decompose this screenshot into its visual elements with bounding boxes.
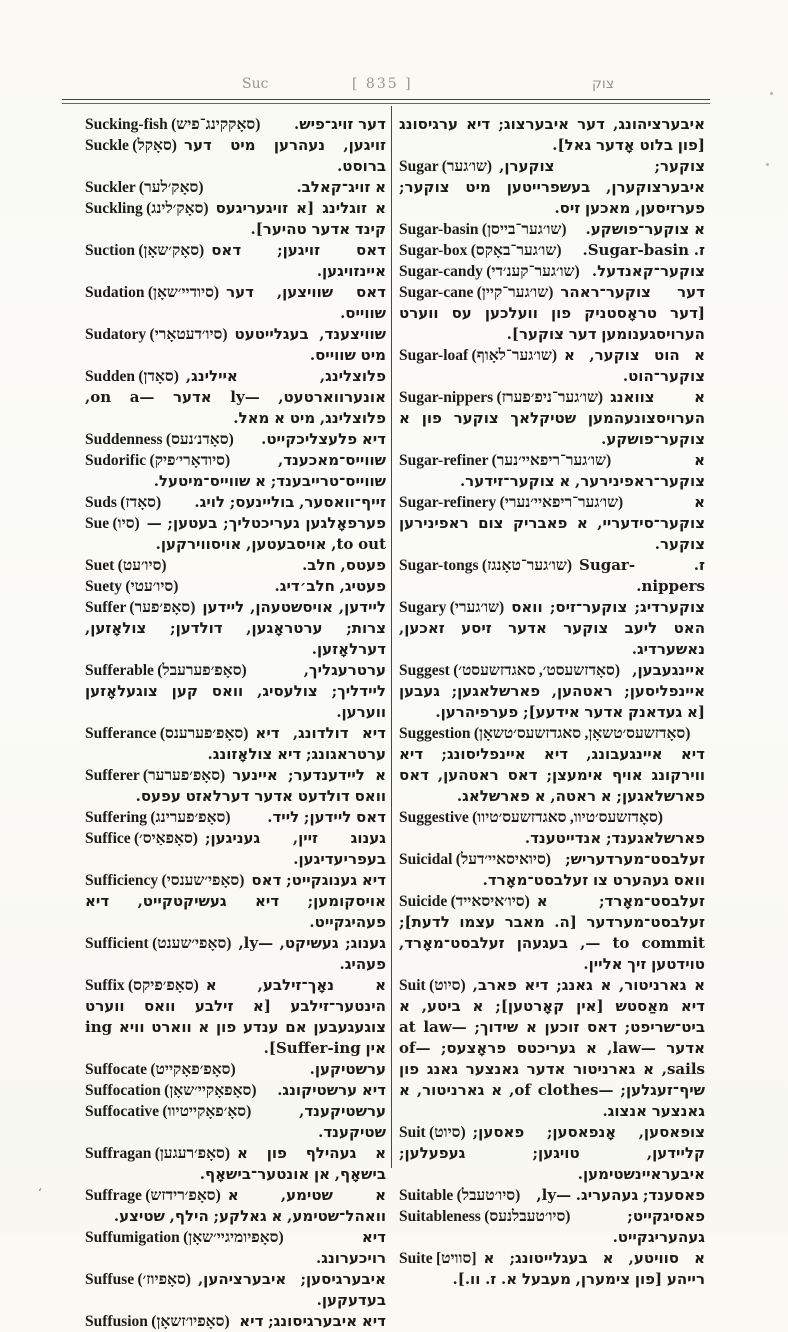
entry-headword: Suffocative (סאָ׳פאָקייטיוו) xyxy=(85,1103,252,1120)
entry-definition: דאס ליידען; לייד. xyxy=(267,808,386,826)
header-rule xyxy=(62,99,710,104)
entry-definition: א צוקער־ראפינירער, א צוקער־זידער. xyxy=(459,451,705,490)
entry-definition: פעטס, חלב. xyxy=(302,556,386,574)
entry-definition: צוקערדיג; צוקער־זיס; וואס האט ליעב צוקער אדער זיסע זאכען, נאשערדיג. xyxy=(399,598,705,658)
entry-definition: צוקער־קאנדעל. xyxy=(591,262,705,280)
scan-corner-mark: ‘ xyxy=(38,1186,42,1200)
entry-headword: Suet (סיו׳עט) xyxy=(85,557,167,574)
dictionary-entry xyxy=(85,366,386,429)
entry-headword: Suicidal (סיואיסאיי׳דעל) xyxy=(399,851,551,868)
entry-headword: Suffocate (סאָפ׳פאָקייט) xyxy=(85,1061,236,1078)
entry-headword: Suction (סאָק׳שאָן) xyxy=(85,242,205,259)
dictionary-entry xyxy=(85,492,386,513)
right-column xyxy=(399,114,705,1290)
dictionary-entry xyxy=(399,1206,705,1248)
dictionary-entry xyxy=(85,198,386,240)
entry-headword: Sugar-refiner (שו׳גער־ריפאיי׳נער) xyxy=(399,452,612,469)
running-head-left: Suc xyxy=(242,76,269,92)
entry-headword: Sugar-refinery (שו׳גער־ריפאיי׳נערי) xyxy=(399,494,624,511)
column-divider xyxy=(391,106,392,1168)
entry-headword: Suggest (סאָדזשעסט׳, סאגדזשעסט׳) xyxy=(399,662,620,679)
dictionary-entry xyxy=(399,492,705,555)
entry-definition: דיא גענוגקייט; דאס אויסקומען; דיא געשיקטקייט, דיא פעהיגקייט. xyxy=(85,871,386,931)
scan-noise-dot xyxy=(766,163,769,166)
entry-headword: Sufficiency (סאָפי׳שענסי) xyxy=(85,872,245,889)
left-column xyxy=(85,114,386,1332)
dictionary-entry xyxy=(85,1185,386,1227)
dictionary-entry xyxy=(85,660,386,723)
entry-definition: שוויצענד, בעגלייטעט מיט שווייס. xyxy=(234,325,386,364)
dictionary-entry xyxy=(399,219,705,240)
entry-definition: צופאסען, אָנפאסען; פאסען; קליידען, טויגען; געפעלען; איבעראיינשטימען. xyxy=(399,1123,705,1183)
dictionary-entry xyxy=(399,597,705,660)
entry-definition: א שטימע, א וואהל־שטימע, א גאלקע; הילף, שטיצע. xyxy=(113,1186,386,1225)
entry-headword: Sudden (סאָדן) xyxy=(85,368,179,385)
entry-headword: Suckle (סאָקל) xyxy=(85,137,177,154)
entry-definition: ליידען, אויסשטעהן, ליידען צרות; ערטראָגען, דולדען; צולאָזען, דערלאָזען. xyxy=(85,598,386,658)
entry-definition: זייף־וואסער, בוליינעס; לויג. xyxy=(194,493,386,511)
entry-headword: Suffrage (סאָפ׳רידזש) xyxy=(85,1187,221,1204)
entry-headword: Sue (סיו) xyxy=(85,515,140,532)
entry-headword: Sufferable (סאָפ׳פערעבל) xyxy=(85,662,247,679)
dictionary-entry xyxy=(399,156,705,219)
entry-definition: א צוואנג הערויסצונעהמען שטיקלאך צוקער פון א צוקער־פושקע. xyxy=(399,388,705,448)
entry-definition: ערטרעגליך, ליידליך; צולעסיג, וואס קען צוגעלאָזען ווערען. xyxy=(85,661,386,721)
entry-definition: ערשטיקען. xyxy=(309,1060,386,1078)
dictionary-entry xyxy=(399,1122,705,1185)
dictionary-entry xyxy=(85,429,386,450)
entry-definition: דיא פלעצליכקייט. xyxy=(261,430,386,448)
entry-headword: Sugar-nippers (שו׳גער־ניפ׳פערז) xyxy=(399,389,604,406)
entry-definition: דיא רויכערונג. xyxy=(316,1228,386,1267)
entry-definition: דיא איינגעבונג, דיא איינפליסונג; דיא ווירקונג אויף אימעצן; דאס ראטהען, דאס פארשלאגען; א ראטה, א פארשלאג. xyxy=(399,745,705,805)
entry-definition: א געהילף פון א בישאָף, אן אונטער־בישאָף. xyxy=(199,1144,386,1183)
dictionary-entry xyxy=(85,597,386,660)
entry-definition: זעלבסט־מאָרד; א זעלבסט־מערדער [ה. מאבר עצמו לדעת]; to commit —, בעגעהן זעלבסט־מאָרד, טוידטען זיך אליין. xyxy=(399,892,705,973)
dictionary-entry xyxy=(85,1101,386,1143)
entry-definition: פעטיג, חלב׳דיג. xyxy=(274,577,386,595)
entry-definition: איינגעבען, איינפליסען; ראטהען, פארשלאגען; געבען [א געדאנק אדער אידעע]; פערפיהרען. xyxy=(399,661,705,721)
entry-definition: א נאָך־זילבע, א הינטער־זילבע [א זילבע וואס ווערט צוגעגעבען אם ענדע פון א ווארט וויא ing אין Suffer-ing]. xyxy=(85,976,386,1057)
entry-headword: Suffumigation (סאָפיומיגיי׳שאָן) xyxy=(85,1229,284,1246)
entry-definition: צוקער; צוקערן, איבערצוקערן, בעשפרייטען מיט צוקער; פערזיסען, מאכען זיס. xyxy=(399,157,705,217)
entry-definition: א צוקער־סידעריי, א פאבריק צום ראפינירען צוקער. xyxy=(399,493,705,553)
entry-headword: Suffuse (סאָפיוז׳) xyxy=(85,1271,191,1288)
dictionary-entry xyxy=(85,135,386,177)
dictionary-entry xyxy=(399,261,705,282)
entry-headword: Suety (סיו׳עטי) xyxy=(85,578,179,595)
entry-definition: פארשלאגענד; אנדייטענד. xyxy=(524,829,705,847)
entry-headword: Sucking-fish (סאָקקינג־פיש) xyxy=(85,116,261,133)
entry-headword: Sugar-tongs (שו׳גער־טאָנגז) xyxy=(399,557,572,574)
entry-headword: Suggestive (סאָדזשעס׳טיוו, סאגדזשעס׳טיוו) xyxy=(399,809,663,826)
entry-headword: Sugar-cane (שו׳גער־קיין) xyxy=(399,284,554,301)
entry-headword: Suicide (סיו׳איסאייד) xyxy=(399,893,530,910)
entry-headword: Suitableness (סיו׳טעבלנעס) xyxy=(399,1208,571,1225)
dictionary-entry xyxy=(85,513,386,555)
entry-headword: Suit (סיוט) xyxy=(399,977,466,994)
entry-headword: Suckling (סאָק׳לינג) xyxy=(85,200,209,217)
entry-headword: Sudation (סיודיי׳שאָן) xyxy=(85,284,220,301)
page-number: [ 835 ] xyxy=(352,76,413,92)
dictionary-entry xyxy=(399,345,705,387)
entry-definition: דיא דולדונג, דיא ערטראגונג; דיא צולאָזונג. xyxy=(207,724,386,763)
dictionary-entry xyxy=(85,555,386,576)
dictionary-entry xyxy=(85,1227,386,1269)
entry-definition: א גארניטור, א גאנג; דיא פארב, דיא מאַסטש [אין קאָרטען]; א ביטע, א ביט־שריפט; דאס זוכען א שידוך; —at law אדער —law, א געריכטס פראָצעס; —of sails, א גארניטור אדער גאנצער גאנג פון שיף־זעגלען; —of clothes, א גארניטור, א גאנצער אנצוג. xyxy=(399,976,706,1120)
entry-definition: דאס זויגען; דאס איינזויגען. xyxy=(211,241,386,280)
entry-definition: דאס שוויצען, דער שווייס. xyxy=(226,283,386,322)
entry-definition: שווייס־מאכענד, שווייס־טרייבענד; א שווייס־מיטעל. xyxy=(153,451,386,490)
entry-headword: Sufferer (סאָפ׳פערער) xyxy=(85,767,226,784)
dictionary-entry xyxy=(85,177,386,198)
dictionary-entry xyxy=(85,450,386,492)
entry-headword: Sufficient (סאָפי׳שענט) xyxy=(85,935,232,952)
dictionary-entry xyxy=(399,975,705,1122)
entry-headword: Sugary (שו׳גערי) xyxy=(399,599,505,616)
entry-headword: Suds (סאָדז) xyxy=(85,494,162,511)
entry-headword: Sudatory (סיו׳דעטאָרי) xyxy=(85,326,228,343)
dictionary-entry xyxy=(85,828,386,870)
entry-definition: דער צוקער־ראהר [דער טראָסטניק פון וועלכען עס ווערט הערויסגענומען דער צוקער]. xyxy=(399,283,705,343)
dictionary-entry xyxy=(85,114,386,135)
dictionary-entry xyxy=(85,975,386,1059)
dictionary-entry xyxy=(85,723,386,765)
dictionary-entry xyxy=(85,807,386,828)
dictionary-entry xyxy=(399,1185,705,1206)
entry-headword: Sudorific (סיודאָרי׳פיק) xyxy=(85,452,231,469)
dictionary-entry xyxy=(399,660,705,723)
entry-headword: Sugar-candy (שו׳גער־קענ׳די) xyxy=(399,263,580,280)
dictionary-entry xyxy=(399,450,705,492)
entry-headword: Suffragan (סאָפ׳רעגען) xyxy=(85,1145,231,1162)
dictionary-entry xyxy=(85,324,386,366)
entry-headword: Suitable (סיו׳טעבל) xyxy=(399,1187,521,1204)
entry-definition: איבערציהונג, דער איבערצוג; דיא ערגיסונג [פון בלוט אָדער גאל]. xyxy=(399,115,705,154)
dictionary-entry xyxy=(399,240,705,261)
dictionary-entry xyxy=(399,849,705,891)
entry-definition: ערשטיקענד, שטיקענד. xyxy=(299,1102,386,1141)
entry-headword: Suckler (סאָק׳לער) xyxy=(85,179,204,196)
entry-definition: א זוגלינג [א זויגעריגעס קינד אדער טהיער]. xyxy=(215,199,386,238)
dictionary-entry xyxy=(85,1311,386,1332)
entry-definition: ז. Sugar-basin. xyxy=(582,241,705,259)
entry-headword: Sufferance (סאָפ׳פערענס) xyxy=(85,725,249,742)
entry-definition: א הוט צוקער, א צוקער־הוט. xyxy=(564,346,705,385)
dictionary-entry xyxy=(399,114,705,156)
entry-definition: גענוג; געשיקט, —ly, פעהיג. xyxy=(238,934,386,973)
dictionary-entry xyxy=(399,723,705,807)
entry-headword: Suffer (סאָפ׳פער) xyxy=(85,599,196,616)
dictionary-entry xyxy=(399,1248,705,1290)
entry-headword: Suffering (סאָפ׳פערינג) xyxy=(85,809,231,826)
entry-headword: Suite [סוויט] xyxy=(399,1250,477,1267)
dictionary-entry xyxy=(85,1143,386,1185)
dictionary-entry xyxy=(85,933,386,975)
dictionary-entry xyxy=(399,807,705,849)
entry-headword: Suffocation (סאָפאָקיי׳שאָן) xyxy=(85,1082,257,1099)
entry-definition: א צוקער־פושקע. xyxy=(585,220,705,238)
entry-headword: Suffix (סאָפ׳פיקס) xyxy=(85,977,199,994)
entry-headword: Suggestion (סאָדזשעס׳טשאָן, סאגדזשעס׳טשאָן) xyxy=(399,725,691,742)
entry-definition: א סוויטע, א בעגלייטונג; א רייהע [פון צימערן, מעבעל א. ז. וו.]. xyxy=(452,1249,705,1288)
entry-definition: דיא איבערגיסונג; דיא xyxy=(239,1312,386,1330)
entry-headword: Suffusion (סאָפיו׳זשאָן) xyxy=(85,1313,230,1330)
entry-headword: Suit (סיוט) xyxy=(399,1124,466,1141)
dictionary-entry xyxy=(85,870,386,933)
dictionary-entry xyxy=(399,555,705,597)
entry-definition: פאסענד; געהעריג. —ly, xyxy=(536,1186,705,1204)
dictionary-entry xyxy=(85,765,386,807)
dictionary-entry xyxy=(85,240,386,282)
entry-headword: Sugar-loaf (שו׳גער־לאָוף) xyxy=(399,347,558,364)
entry-definition: ז. Sugar-nippers. xyxy=(578,556,705,595)
entry-definition: גענוג זיין, געניגען; בעפריעדיגען. xyxy=(204,829,386,868)
entry-definition: א ליידענדער; איינער וואס דולדעט אדער דערלאזט עפעס. xyxy=(135,766,386,805)
dictionary-entry xyxy=(399,891,705,975)
entry-definition: פלוצלינג, איילינג, אונערווארטעט, —ly אדער —on a, פלוצלינג, מיט א מאל. xyxy=(85,367,386,427)
entry-headword: Sugar-basin (שו׳גער־בייסן) xyxy=(399,221,567,238)
dictionary-entry xyxy=(85,576,386,597)
entry-definition: זעלבסט־מערדעריש; וואס געהערט צו זעלבסט־מאָרד. xyxy=(482,850,705,889)
entry-definition: דער זויג־פיש. xyxy=(294,115,386,133)
entry-headword: Sugar-box (שו׳גער־באָקס) xyxy=(399,242,562,259)
dictionary-entry xyxy=(85,282,386,324)
entry-definition: פערפאָלגען געריכטליך; בעטען; —to out, אויסבעטען, אויסווירקען. xyxy=(146,514,386,553)
entry-headword: Suddenness (סאָדנ׳נעס) xyxy=(85,431,234,448)
entry-definition: א זויג־קאלב. xyxy=(296,178,386,196)
dictionary-entry xyxy=(399,387,705,450)
entry-definition: דיא ערשטיקונג. xyxy=(277,1081,386,1099)
dictionary-entry xyxy=(85,1059,386,1080)
scan-noise-dot xyxy=(770,92,773,95)
dictionary-entry xyxy=(399,282,705,345)
dictionary-entry xyxy=(85,1269,386,1311)
entry-definition: זויגען, נעהרען מיט דער ברוסט. xyxy=(183,136,386,175)
entry-definition: פאסיגקייט; געהעריגקייט. xyxy=(612,1207,705,1246)
entry-headword: Sugar (שו׳גער) xyxy=(399,158,493,175)
running-head-right: צוק xyxy=(592,76,615,92)
dictionary-entry xyxy=(85,1080,386,1101)
entry-headword: Suffice (סאָפאַיס׳) xyxy=(85,830,198,847)
entry-definition: איבערגיסען; איבערציהען, בעדעקען. xyxy=(197,1270,386,1309)
